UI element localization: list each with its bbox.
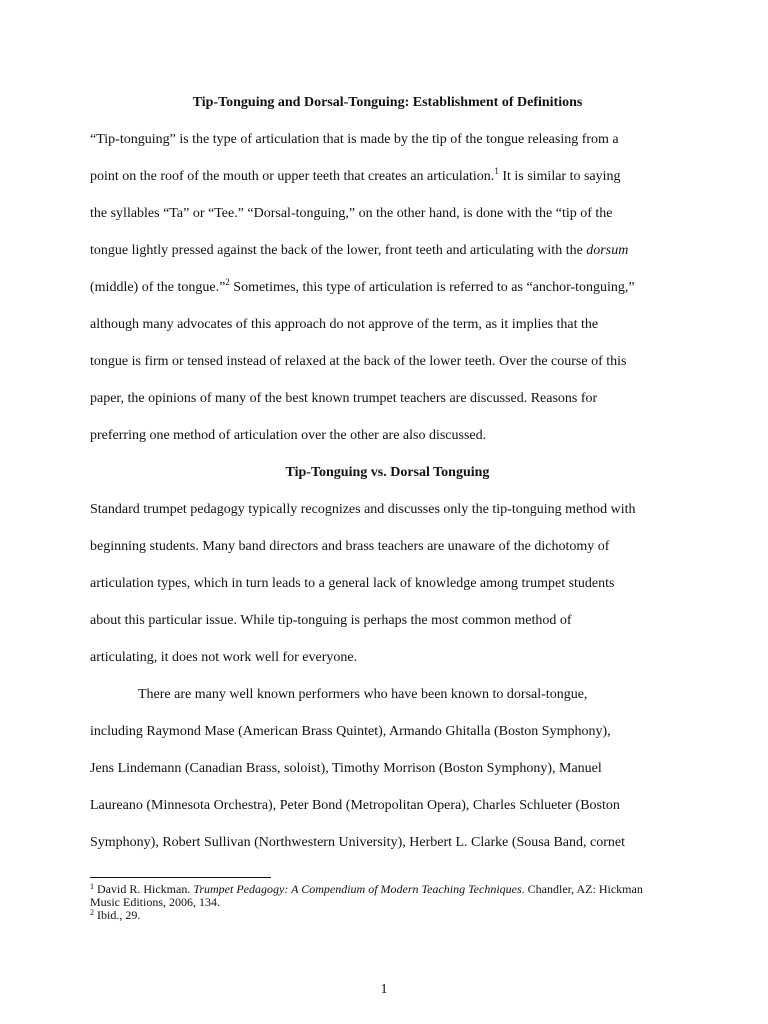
- text-line: tongue is firm or tensed instead of relaxed at the back of the lower teeth. Over the course of this: [90, 354, 627, 369]
- footnote-1-continued: Music Editions, 2006, 134.: [90, 895, 221, 909]
- paragraph-definitions: [90, 130, 685, 463]
- text-line: “Tip-tonguing” is the type of articulation that is made by the tip of the tongue releasing from a: [90, 132, 619, 147]
- footnote-text: Ibid., 29.: [94, 908, 141, 922]
- text-run: point on the roof of the mouth or upper teeth that creates an articulation.: [90, 169, 495, 184]
- emphasis-dorsum: dorsum: [586, 243, 629, 258]
- footnote-text: David R. Hickman.: [94, 882, 194, 896]
- text-line: paper, the opinions of many of the best known trumpet teachers are discussed. Reasons for: [90, 391, 598, 406]
- page-number: 1: [380, 982, 388, 997]
- paragraph-pedagogy: [90, 500, 685, 685]
- footnote-book-title: Trumpet Pedagogy: A Compendium of Modern Teaching Techniques: [193, 882, 522, 896]
- text-run: Sometimes, this type of articulation is referred to as “anchor-tonguing,”: [229, 280, 635, 295]
- text-line: Symphony), Robert Sullivan (Northwestern University), Herbert L. Clarke (Sousa Band, cornet: [90, 835, 626, 850]
- section-heading-definitions: Tip-Tonguing and Dorsal-Tonguing: Establishment of Definitions: [192, 95, 583, 110]
- text-line: although many advocates of this approach do not approve of the term, as it implies that the: [90, 317, 599, 332]
- paragraph-performers: [90, 685, 685, 870]
- footnote-ref-2[interactable]: 2: [225, 277, 230, 287]
- footnote-mark-1: 1: [90, 882, 94, 891]
- text-line: beginning students. Many band directors and brass teachers are unaware of the dichotomy of: [90, 539, 610, 554]
- text-line: the syllables “Ta” or “Tee.” “Dorsal-tonguing,” on the other hand, is done with the “tip of the: [90, 206, 613, 221]
- text-line: Laureano (Minnesota Orchestra), Peter Bond (Metropolitan Opera), Charles Schlueter (Boston: [90, 798, 620, 813]
- body-text: [90, 93, 685, 870]
- text-line: [90, 167, 685, 204]
- text-run: It is similar to saying: [498, 169, 621, 184]
- text-line: articulating, it does not work well for everyone.: [90, 650, 358, 665]
- footnote-separator: [90, 877, 271, 878]
- text-line: articulation types, which in turn leads to a general lack of knowledge among trumpet students: [90, 576, 615, 591]
- footnote-ref-1[interactable]: 1: [494, 166, 499, 176]
- text-line: Standard trumpet pedagogy typically recognizes and discusses only the tip-tonguing method with: [90, 502, 636, 517]
- text-line: preferring one method of articulation over the other are also discussed.: [90, 428, 487, 443]
- text-line: about this particular issue. While tip-tonguing is perhaps the most common method of: [90, 613, 572, 628]
- text-line: Jens Lindemann (Canadian Brass, soloist), Timothy Morrison (Boston Symphony), Manuel: [90, 761, 602, 776]
- footnote-mark-2: 2: [90, 908, 94, 917]
- section-heading-comparison: Tip-Tonguing vs. Dorsal Tonguing: [285, 465, 490, 480]
- text-run: (middle) of the tongue.”: [90, 280, 226, 295]
- text-line: [90, 241, 685, 278]
- text-run: tongue lightly pressed against the back of the lower, front teeth and articulating with the: [90, 243, 587, 258]
- text-line: including Raymond Mase (American Brass Quintet), Armando Ghitalla (Boston Symphony),: [90, 724, 611, 739]
- footnotes: [90, 883, 690, 922]
- text-line: [90, 278, 685, 315]
- footnote-2: [90, 909, 690, 922]
- text-line: There are many well known performers who have been known to dorsal-tongue,: [138, 687, 588, 702]
- footnote-text: . Chandler, AZ: Hickman: [521, 882, 643, 896]
